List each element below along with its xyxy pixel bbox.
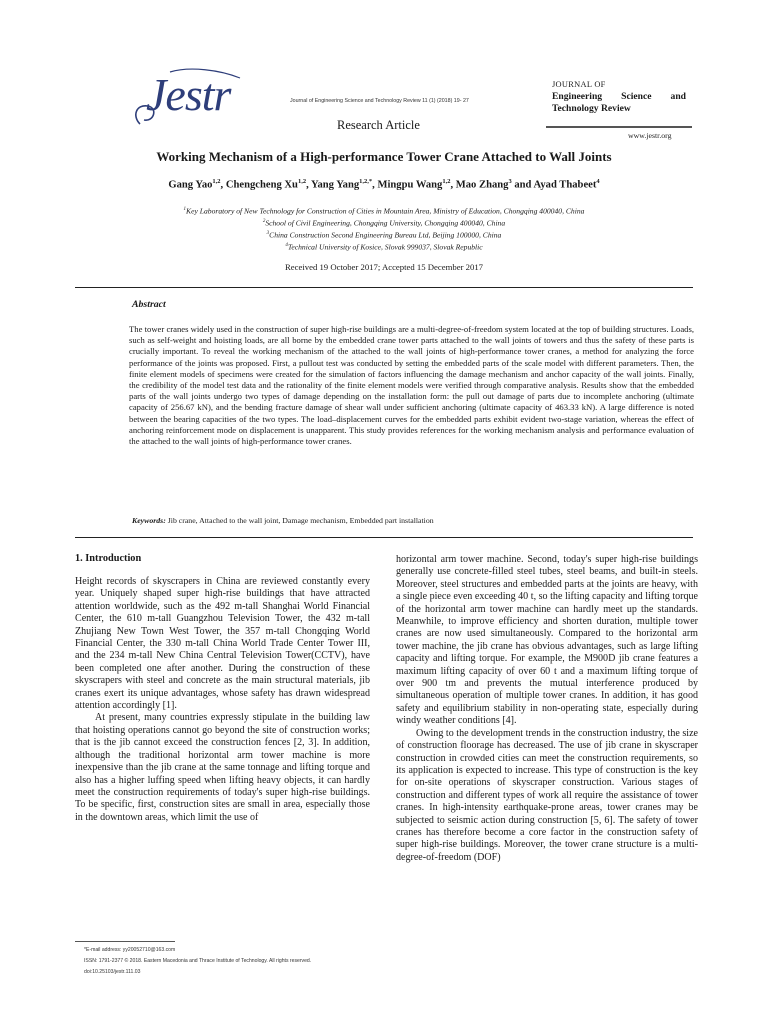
- author-name: , Mingpu Wang: [372, 179, 443, 191]
- footnote-doi: doi:10.25103/jestr.111.03: [84, 969, 141, 975]
- affiliation-number: 4: [285, 243, 288, 249]
- affiliation-text: Technical University of Kosice, Slovak 999037, Slovak Republic: [287, 242, 483, 252]
- author-affil-sup: 1,2: [442, 178, 451, 185]
- paper-title: Working Mechanism of a High-performance Tower Crane Attached to Wall Joints: [156, 149, 612, 164]
- journal-box-divider: [546, 126, 692, 128]
- paragraph: At present, many countries expressly stipulate in the building law that hoisting operations cannot go beyond the site of construction works; that is the jib cannot exceed the construction fences [2, 3]. In addition, although the traditional horizontal arm tower machine is more inexpensive than the jib crane at the same tonnage and lifting torque and also has a higher luffing speed when lifting heavy objects, it can hardly meet the construction requirements of today's super high-rise buildings. To be specific, first, construction sites are small in area, especially those in the downtown areas, which limit the use of: [75, 712, 370, 823]
- author-affil-sup: 1,2: [212, 178, 221, 185]
- paragraph: Height records of skyscrapers in China are reviewed constantly every year. Uniquely shaped super high-rise buildings that have attracted attention worldwide, such as the 492 m-tall Shanghai World Financial Center, the 610 m-tall Guangzhou Television Tower, the 432 m-tall Zhujiang New Town West Tower, the 357 m-tall Chongqing World Financial Center, the 330 m-tall China World Trade Center Tower III, and the 234 m-tall New China Central Television Tower(CCTV), have been completed one after another. During the construction of these skyscrapers with steel and concrete as the main structural materials, jib cranes exert its unique advantages, whose safety has drawn widespread attention accordingly [1].: [75, 576, 370, 712]
- affiliation-text: China Construction Second Engineering Bureau Ltd, Beijing 100000, China: [269, 230, 502, 240]
- author-name: Gang Yao: [168, 179, 213, 191]
- divider-top: [75, 287, 693, 288]
- footnote-email: *E-mail address: yy20052710@163.com: [84, 947, 176, 953]
- abstract-heading: Abstract: [132, 299, 166, 310]
- journal-url-link[interactable]: www.jestr.org: [628, 131, 672, 140]
- author-name: , Yang Yang: [306, 179, 360, 191]
- section-heading: 1. Introduction: [75, 553, 142, 564]
- author-affil-sup: 1,2,*: [359, 178, 373, 185]
- journal-box-prefix: JOURNAL OF: [552, 80, 606, 89]
- affiliation-number: 1: [183, 207, 187, 212]
- author-list: [0, 178, 768, 191]
- affiliation-item: [0, 229, 768, 241]
- abstract-text: The tower cranes widely used in the construction of super high-rise buildings are a multi-degree-of-freedom system located at the top of building structures. Loads, such as self-weight and hoisting loads, are all borne by the embedded crane tower parts attached to the wall joints of towers and thus the safety of these parts is crucially important. To reveal the working mechanism of the attached to the wall joints of high-performance tower cranes, a method for analyzing the force performance of the joints was proposed. First, a pullout test was conducted by setting the embedded parts of the scale model with different parameters. Then, the finite element models of specimens were created for the simulation of factors influencing the damage mechanism and anchor capacity of the wall joints. Finally, the credibility of the model test data and the rationality of the finite element models were verified through comparative analysis. Results show that the embedded parts of the wall joints undergo two types of damage depending on the installation form: the pull out damage of parts due to incomplete anchoring (ultimate capacity of 256.67 kN), and the bending fracture damage of shear wall under sufficient anchoring (ultimate capacity of 463.33 kN). A large difference is noted between the bearing capacities of the two types. The load–displacement curves for the embedded parts exhibit evident two-stage variation, whereas the effect of anchoring reinforcement mode on displacement is unapparent. This study provides references for the working mechanism analysis and performance evaluation of the attached to the wall joints of high-performance tower cranes.: [129, 324, 694, 447]
- author-affil-sup: 1,2: [297, 178, 307, 185]
- footnote-divider: [75, 941, 175, 942]
- author-affil-sup: 3: [508, 178, 512, 185]
- footnotes: [84, 945, 311, 978]
- affiliation-item: [0, 205, 768, 217]
- affiliation-text: Key Laboratory of New Technology for Construction of Cities in Mountain Area, Ministry of Education, Chongqing 400040, China: [186, 206, 585, 216]
- left-column: [75, 576, 370, 824]
- journal-box-name: Engineering Science and Technology Review: [552, 91, 686, 114]
- author-name: , Chengcheng Xu: [220, 179, 298, 191]
- divider-bottom: [75, 537, 693, 538]
- affiliation-number: 3: [266, 231, 270, 237]
- affiliation-number: 2: [262, 219, 266, 225]
- footnote-issn: ISSN: 1791-2377 © 2018. Eastern Macedonia and Thrace Institute of Technology. All rights reserved.: [84, 958, 312, 964]
- affiliation-list: [0, 205, 768, 253]
- paragraph: Owing to the development trends in the construction industry, the size of construction floorage has decreased. The use of jib crane in skyscraper construction in crowded cities can meet the construction requirements, so its application is expected to increase. This type of construction is the key for on-site operations of skyscraper construction. Various stages of construction and different types of work all require the assistance of tower cranes. In high-intensity earthquake-prone areas, tower cranes may be subjected to seismic action during construction [5, 6]. The safety of tower cranes has therefore become a core factor in the construction safety of super high-rise buildings. Moreover, the tower crane structure is a multi-degree-of-freedom (DOF): [396, 727, 698, 863]
- journal-citation-line: Journal of Engineering Science and Technology Review 11 (1) (2018) 19- 27: [290, 98, 469, 104]
- author-affil-sup: 4: [596, 178, 600, 185]
- journal-logo: [130, 66, 250, 134]
- affiliation-text: School of Civil Engineering, Chongqing University, Chongqing 400040, China: [265, 218, 506, 228]
- author-name: and Ayad Thabeet: [511, 179, 597, 191]
- keywords-label: Keywords:: [132, 516, 166, 525]
- keywords-text: Jib crane, Attached to the wall joint, Damage mechanism, Embedded part installation: [165, 516, 434, 525]
- paragraph: horizontal arm tower machine. Second, today's super high-rise buildings generally use concrete-filled steel tubes, steel beams, and built-in steels. Moreover, steel structures and embedded parts at the joints are heavy, with a single piece even exceeding 40 t, so the lifting capacity and lifting torque of the horizontal arm tower machine can hardly meet up the standards. Meanwhile, to improve efficiency and shorten duration, multiple tower cranes are now used simultaneously. Compared to the horizontal arm tower machine, the jib crane has obvious advantages, such as large lifting capacity and lifting torque. For example, the M900D jib crane features a maximum lifting capacity of over 60 t and a maximum lifting torque of over 900 tm and prevents the mutual interference produced by simultaneous operation of multiple tower cranes. In addition, it has good safety and equilibrium stability in non-operating state, especially during windy weather conditions [4].: [396, 554, 698, 727]
- affiliation-item: [0, 241, 768, 253]
- article-type: Research Article: [337, 118, 420, 132]
- logo-text: Jestr: [146, 69, 231, 120]
- received-dates: Received 19 October 2017; Accepted 15 December 2017: [284, 262, 484, 272]
- right-column: [396, 554, 698, 864]
- keywords-line: [132, 516, 434, 525]
- author-name: , Mao Zhang: [450, 179, 509, 191]
- affiliation-item: [0, 217, 768, 229]
